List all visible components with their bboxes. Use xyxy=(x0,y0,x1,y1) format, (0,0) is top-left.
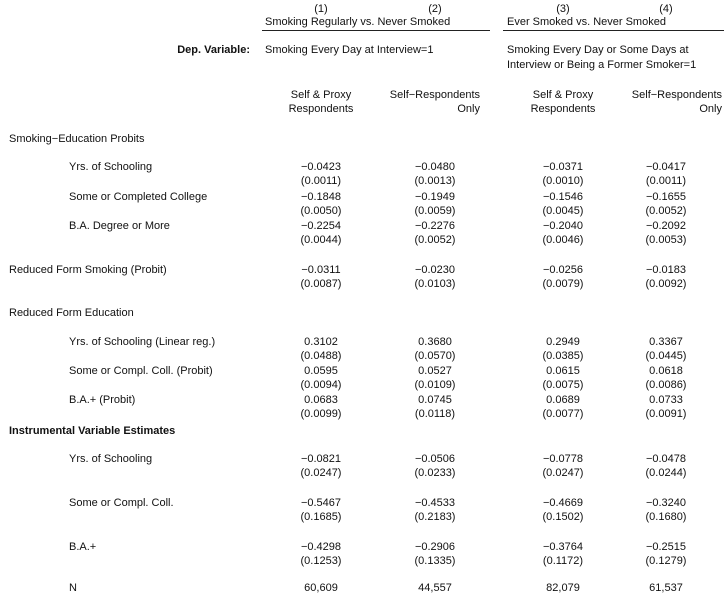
coefficient-cell: −0.2276 xyxy=(414,220,456,232)
coefficient-cell: −0.3764 xyxy=(542,541,584,553)
standard-error-cell: (0.0075) xyxy=(542,379,584,391)
coefficient-cell: −0.4298 xyxy=(300,541,342,553)
coefficient-cell: 0.0745 xyxy=(418,394,452,406)
coefficient-cell: −0.2254 xyxy=(300,220,342,232)
coefficient-cell: −0.0423 xyxy=(300,161,342,173)
standard-error-cell: (0.0087) xyxy=(300,278,342,290)
row-label: Some or Compl. Coll. (Probit) xyxy=(69,365,213,377)
standard-error-cell: (0.0079) xyxy=(542,278,584,290)
row-label: N xyxy=(69,582,77,594)
coefficient-cell: 61,537 xyxy=(649,582,683,594)
standard-error-cell: (0.0094) xyxy=(300,379,342,391)
column-number-2: (2) xyxy=(428,3,442,15)
coefficient-cell: −0.1848 xyxy=(300,191,342,203)
section-reduced-form-education: Reduced Form Education xyxy=(9,307,134,319)
subheader-1-line1: Self & Proxy xyxy=(290,89,352,101)
standard-error-cell: (0.0244) xyxy=(645,467,687,479)
standard-error-cell: (0.1172) xyxy=(542,555,584,567)
row-label: B.A.+ (Probit) xyxy=(69,394,136,406)
standard-error-cell: (0.0077) xyxy=(542,408,584,420)
coefficient-cell: 44,557 xyxy=(418,582,452,594)
coefficient-cell: 0.2949 xyxy=(546,336,580,348)
standard-error-cell: (0.0044) xyxy=(300,234,342,246)
coefficient-cell: −0.2092 xyxy=(645,220,687,232)
row-label: Some or Completed College xyxy=(69,191,208,203)
subheader-2-line1: Self−Respondents xyxy=(389,89,480,101)
dep-variable-ever-line2: Interview or Being a Former Smoker=1 xyxy=(507,59,697,71)
standard-error-cell: (0.0092) xyxy=(645,278,687,290)
subheader-3-line2: Respondents xyxy=(530,103,596,115)
coefficient-cell: 0.0595 xyxy=(304,365,338,377)
coefficient-cell: −0.0371 xyxy=(542,161,584,173)
standard-error-cell: (0.1253) xyxy=(300,555,342,567)
subheader-1-line2: Respondents xyxy=(288,103,354,115)
subheader-2-line2: Only xyxy=(457,103,480,115)
row-label: Some or Compl. Coll. xyxy=(69,497,174,509)
group-rule-1 xyxy=(262,30,490,31)
standard-error-cell: (0.0011) xyxy=(645,175,687,187)
coefficient-cell: −0.4533 xyxy=(414,497,456,509)
coefficient-cell: −0.3240 xyxy=(645,497,687,509)
coefficient-cell: 0.3367 xyxy=(649,336,683,348)
standard-error-cell: (0.0118) xyxy=(414,408,456,420)
group-rule-2 xyxy=(503,30,724,31)
standard-error-cell: (0.0052) xyxy=(645,205,687,217)
row-label: Yrs. of Schooling (Linear reg.) xyxy=(69,336,216,348)
coefficient-cell: −0.0478 xyxy=(645,453,687,465)
standard-error-cell: (0.0233) xyxy=(414,467,456,479)
row-label: B.A. Degree or More xyxy=(69,220,170,232)
coefficient-cell: −0.0417 xyxy=(645,161,687,173)
column-number-3: (3) xyxy=(556,3,570,15)
coefficient-cell: −0.1655 xyxy=(645,191,687,203)
coefficient-cell: −0.1546 xyxy=(542,191,584,203)
standard-error-cell: (0.0445) xyxy=(645,350,687,362)
coefficient-cell: −0.1949 xyxy=(414,191,456,203)
column-number-1: (1) xyxy=(314,3,328,15)
standard-error-cell: (0.0109) xyxy=(414,379,456,391)
dep-variable-regular: Smoking Every Day at Interview=1 xyxy=(265,44,434,56)
coefficient-cell: −0.0230 xyxy=(414,264,456,276)
coefficient-cell: 82,079 xyxy=(546,582,580,594)
standard-error-cell: (0.0011) xyxy=(300,175,342,187)
coefficient-cell: −0.0311 xyxy=(301,264,341,276)
standard-error-cell: (0.1680) xyxy=(645,511,687,523)
standard-error-cell: (0.0099) xyxy=(300,408,342,420)
standard-error-cell: (0.0570) xyxy=(414,350,456,362)
coefficient-cell: −0.0778 xyxy=(542,453,584,465)
coefficient-cell: −0.2906 xyxy=(414,541,456,553)
coefficient-cell: −0.4669 xyxy=(542,497,584,509)
row-label: B.A.+ xyxy=(69,541,97,553)
coefficient-cell: 0.3680 xyxy=(418,336,452,348)
coefficient-cell: 0.0683 xyxy=(304,394,338,406)
coefficient-cell: −0.2515 xyxy=(645,541,687,553)
standard-error-cell: (0.0103) xyxy=(414,278,456,290)
group-header-ever: Ever Smoked vs. Never Smoked xyxy=(507,16,666,28)
standard-error-cell: (0.1502) xyxy=(542,511,584,523)
coefficient-cell: −0.2040 xyxy=(542,220,584,232)
coefficient-cell: 0.0615 xyxy=(546,365,580,377)
coefficient-cell: 0.0733 xyxy=(649,394,683,406)
standard-error-cell: (0.0091) xyxy=(645,408,687,420)
row-label: Yrs. of Schooling xyxy=(69,453,153,465)
standard-error-cell: (0.0385) xyxy=(542,350,584,362)
coefficient-cell: −0.0480 xyxy=(414,161,456,173)
coefficient-cell: −0.5467 xyxy=(300,497,342,509)
row-label: Yrs. of Schooling xyxy=(69,161,153,173)
column-number-4: (4) xyxy=(659,3,673,15)
standard-error-cell: (0.0059) xyxy=(414,205,456,217)
standard-error-cell: (0.0010) xyxy=(542,175,584,187)
section-instrumental-variable: Instrumental Variable Estimates xyxy=(9,425,176,437)
standard-error-cell: (0.0013) xyxy=(414,175,456,187)
coefficient-cell: 0.0689 xyxy=(546,394,580,406)
dep-variable-ever-line1: Smoking Every Day or Some Days at xyxy=(507,44,689,56)
section-smoking-education-probits: Smoking−Education Probits xyxy=(9,133,145,145)
standard-error-cell: (0.1279) xyxy=(645,555,687,567)
standard-error-cell: (0.1685) xyxy=(300,511,342,523)
standard-error-cell: (0.2183) xyxy=(414,511,456,523)
standard-error-cell: (0.0247) xyxy=(300,467,342,479)
standard-error-cell: (0.0086) xyxy=(645,379,687,391)
standard-error-cell: (0.0050) xyxy=(300,205,342,217)
group-header-regular: Smoking Regularly vs. Never Smoked xyxy=(265,16,451,28)
standard-error-cell: (0.0247) xyxy=(542,467,584,479)
standard-error-cell: (0.0045) xyxy=(542,205,584,217)
subheader-4-line1: Self−Respondents xyxy=(631,89,722,101)
standard-error-cell: (0.0052) xyxy=(414,234,456,246)
standard-error-cell: (0.1335) xyxy=(414,555,456,567)
coefficient-cell: −0.0183 xyxy=(645,264,687,276)
coefficient-cell: 60,609 xyxy=(304,582,338,594)
coefficient-cell: 0.0527 xyxy=(418,365,452,377)
coefficient-cell: −0.0821 xyxy=(300,453,342,465)
subheader-4-line2: Only xyxy=(699,103,722,115)
dep-variable-label: Dep. Variable: xyxy=(177,44,250,56)
coefficient-cell: −0.0506 xyxy=(414,453,456,465)
section-reduced-form-smoking: Reduced Form Smoking (Probit) xyxy=(9,264,167,276)
coefficient-cell: 0.3102 xyxy=(304,336,338,348)
standard-error-cell: (0.0046) xyxy=(542,234,584,246)
standard-error-cell: (0.0488) xyxy=(300,350,342,362)
coefficient-cell: −0.0256 xyxy=(542,264,584,276)
standard-error-cell: (0.0053) xyxy=(645,234,687,246)
coefficient-cell: 0.0618 xyxy=(649,365,683,377)
subheader-3-line1: Self & Proxy xyxy=(532,89,594,101)
